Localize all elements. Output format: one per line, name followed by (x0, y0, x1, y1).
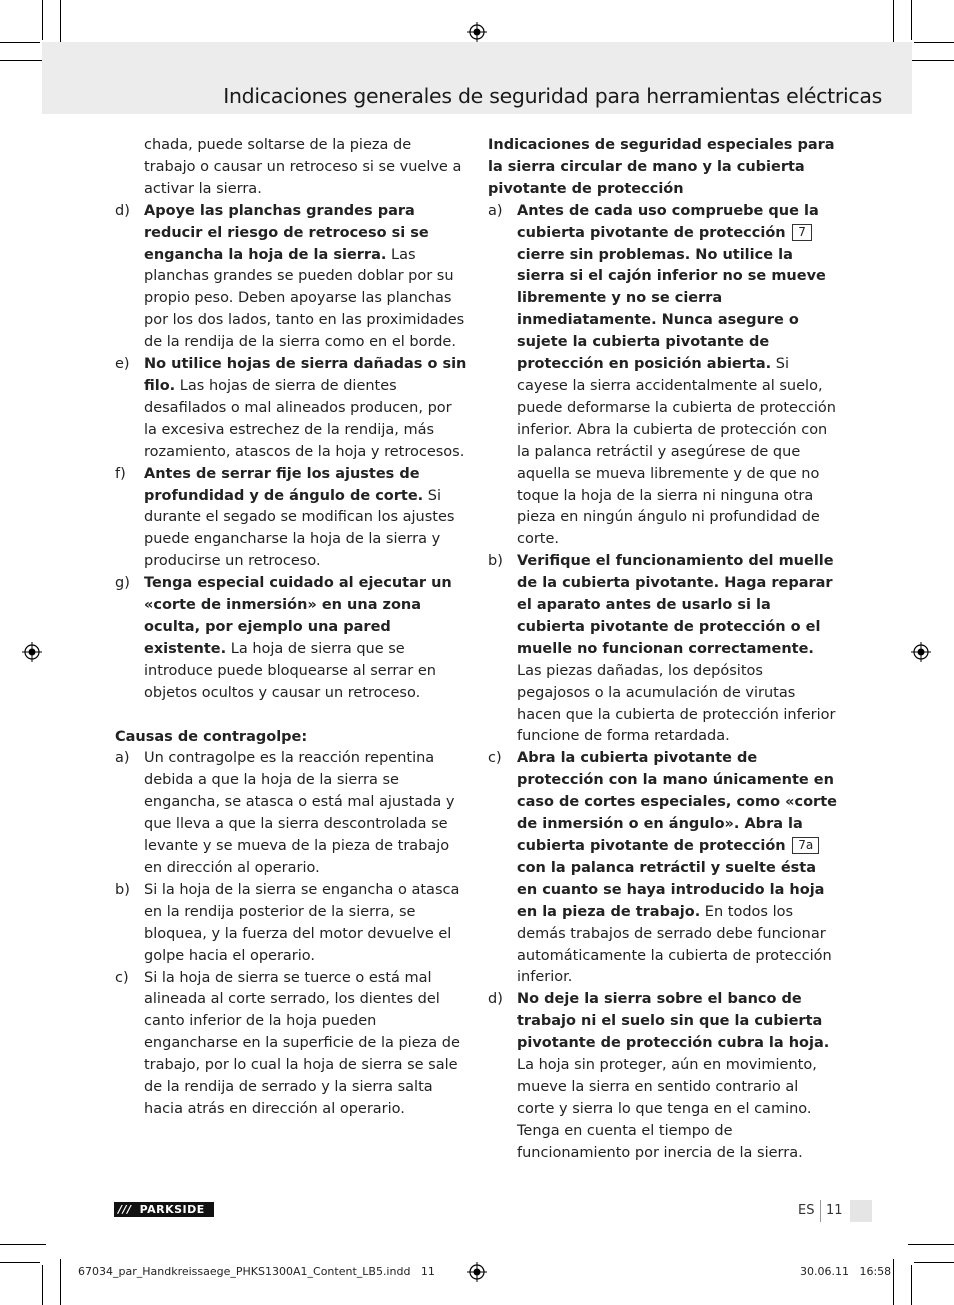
print-datetime: 30.06.11 16:58 (800, 1265, 892, 1278)
divider (820, 1200, 821, 1222)
item-label: a) (488, 202, 503, 219)
crop-mark-icon (911, 0, 912, 40)
right-column (488, 135, 840, 1165)
crop-mark-icon (914, 1262, 954, 1263)
page-tab-marker (850, 1200, 872, 1222)
figure-reference-badge: 7 (792, 224, 812, 241)
continued-paragraph: chada, puede soltarse de la pieza de trabajo o causar un retroceso si se vuelve a activar la sierra. (144, 137, 462, 197)
crop-mark-icon (60, 1259, 61, 1305)
crop-mark-icon (893, 0, 894, 46)
item-label: b) (488, 553, 503, 570)
item-text: Las planchas grandes se pueden doblar por su propio peso. Deben apoyarse las planchas por los dos lados, tanto en las proximidades de la rendija de la sierra como en el borde. (144, 246, 465, 351)
item-label: c) (488, 750, 502, 767)
crop-mark-icon (911, 1265, 912, 1305)
brand-logo (114, 1202, 214, 1217)
crop-mark-icon (893, 1259, 894, 1305)
item-label: d) (488, 991, 503, 1008)
item-text: Si cayese la sierra accidentalmente al suelo, puede deformarse la cubierta de protección inferior. Abra la cubierta de protección con la palanca retráctil y asegúrese de que aquella se mueva libremente y de que no toque la hoja de la sierra ni ninguna otra pieza en ningún ángulo ni profundidad de corte. (517, 356, 836, 548)
item-text: La hoja sin proteger, aún en movimiento, mueve la sierra en sentido contrario al corte y sierra lo que tenga en el camino. Tenga en cuenta el tiempo de funcionamiento por inercia de la sierra. (517, 1057, 817, 1161)
registration-mark-icon (467, 1262, 487, 1282)
item-bold-text: Apoye las planchas grandes para reducir el riesgo de retroceso si se engancha la hoja de la sierra. (144, 202, 429, 263)
item-bold-text: Tenga especial cuidado al ejecutar un «corte de inmersión» en una zona oculta, por ejemplo una pared existente. (144, 575, 452, 657)
registration-mark-icon (22, 642, 42, 662)
item-text: Si la hoja de la sierra se engancha o atasca en la rendija posterior de la sierra, se bloquea, y la fuerza del motor devuelve el golpe hacia el operario. (144, 881, 460, 964)
item-text: Las piezas dañadas, los depósitos pegajosos o la acumulación de virutas hacen que la cubierta de protección inferior funcione de forma retardada. (517, 662, 836, 745)
list-item (488, 748, 840, 989)
crop-mark-icon (0, 42, 40, 43)
item-bold-text: Verifique el funcionamiento del muelle de la cubierta pivotante. Haga reparar el aparato antes de usarlo si la cubierta pivotante de protección o el muelle no funcionan correctamente. (517, 553, 834, 657)
list-item (115, 748, 467, 879)
crop-mark-icon (0, 60, 46, 61)
page-number: 11 (826, 1203, 843, 1218)
item-label: f) (115, 465, 126, 482)
list-item (115, 354, 467, 464)
list-item (488, 201, 840, 552)
list-item (115, 880, 467, 968)
item-bold-text: Abra la cubierta pivotante de protección con la mano únicamente en caso de cortes especiales, como «corte de inmersión o en ángulo». Abra la cubierta pivotante de protección (517, 750, 837, 854)
list-item (115, 968, 467, 1121)
item-label: c) (115, 969, 129, 986)
item-bold-text: Antes de serrar fije los ajustes de profundidad y de ángulo de corte. (144, 465, 424, 504)
item-bold-text: Antes de cada uso compruebe que la cubierta pivotante de protección (517, 202, 819, 241)
item-bold-text: No utilice hojas de sierra dañadas o sin filo. (144, 356, 467, 394)
section-heading: Causas de contragolpe: (115, 728, 308, 745)
crop-mark-icon (42, 0, 43, 40)
print-file-info: 67034_par_Handkreissaege_PHKS1300A1_Content_LB5.indd 11 (78, 1265, 435, 1278)
item-text: Un contragolpe es la reacción repentina debida a que la hoja de la sierra se engancha, se atasca o está mal ajustada y que lleva a que la sierra descontrolada se levante y se mueva de la pieza de trabajo en dirección al operario. (144, 750, 455, 876)
item-label: d) (115, 202, 130, 219)
item-bold-text: con la palanca retráctil y suelte ésta en cuanto se haya introducido la hoja en la pieza de trabajo. (517, 859, 825, 920)
item-text: En todos los demás trabajos de serrado debe funcionar automáticamente la cubierta de protección inferior. (517, 903, 832, 986)
item-text: Si la hoja de sierra se tuerce o está mal alineada al corte serrado, los dientes del canto inferior de la hoja pueden engancharse en la superficie de la pieza de trabajo, por lo cual la hoja de sierra se sale de la rendija de serrado y la sierra salta hacia atrás en dirección al operario. (144, 969, 460, 1117)
crop-mark-icon (42, 1265, 43, 1305)
item-text: Si durante el segado se modifican los ajustes puede engancharse la hoja de la sierra y producirse un retroceso. (144, 487, 455, 570)
language-code: ES (798, 1203, 815, 1218)
brand-name: PARKSIDE (139, 1203, 205, 1216)
registration-mark-icon (467, 22, 487, 42)
brand-mark: /// (118, 1203, 132, 1216)
crop-mark-icon (908, 60, 954, 61)
item-text: La hoja de sierra que se introduce puede bloquearse al serrar en objetos ocultos y causar un retroceso. (144, 640, 436, 701)
item-bold-text: No deje la sierra sobre el banco de trabajo ni el suelo sin que la cubierta pivotante de protección cubra la hoja. (517, 991, 830, 1052)
item-text: Las hojas de sierra de dientes desafilados o mal alineados producen, por la excesiva estrechez de la rendija, más rozamiento, atascos de la hoja y retrocesos. (144, 377, 465, 460)
list-item (115, 201, 467, 354)
item-label: b) (115, 881, 130, 898)
list-item (488, 989, 840, 1164)
list-item (115, 573, 467, 704)
list-item (488, 551, 840, 748)
crop-mark-icon (914, 42, 954, 43)
item-label: e) (115, 356, 130, 373)
item-label: g) (115, 575, 130, 592)
page-title: Indicaciones generales de seguridad para herramientas eléctricas (223, 84, 882, 108)
figure-reference-badge: 7a (792, 837, 819, 854)
item-label: a) (115, 750, 130, 767)
list-item (115, 464, 467, 574)
crop-mark-icon (0, 1262, 40, 1263)
crop-mark-icon (908, 1244, 954, 1245)
crop-mark-icon (60, 0, 61, 46)
registration-mark-icon (911, 642, 931, 662)
left-column (115, 135, 467, 1121)
crop-mark-icon (0, 1244, 46, 1245)
section-heading: Indicaciones de seguridad especiales para la sierra circular de mano y la cubierta pivotante de protección (488, 137, 835, 197)
item-bold-text: cierre sin problemas. No utilice la sierra si el cajón inferior no se mueve libremente y no se cierra inmediatamente. Nunca asegure o sujete la cubierta pivotante de protección en posición abierta. (517, 246, 826, 373)
